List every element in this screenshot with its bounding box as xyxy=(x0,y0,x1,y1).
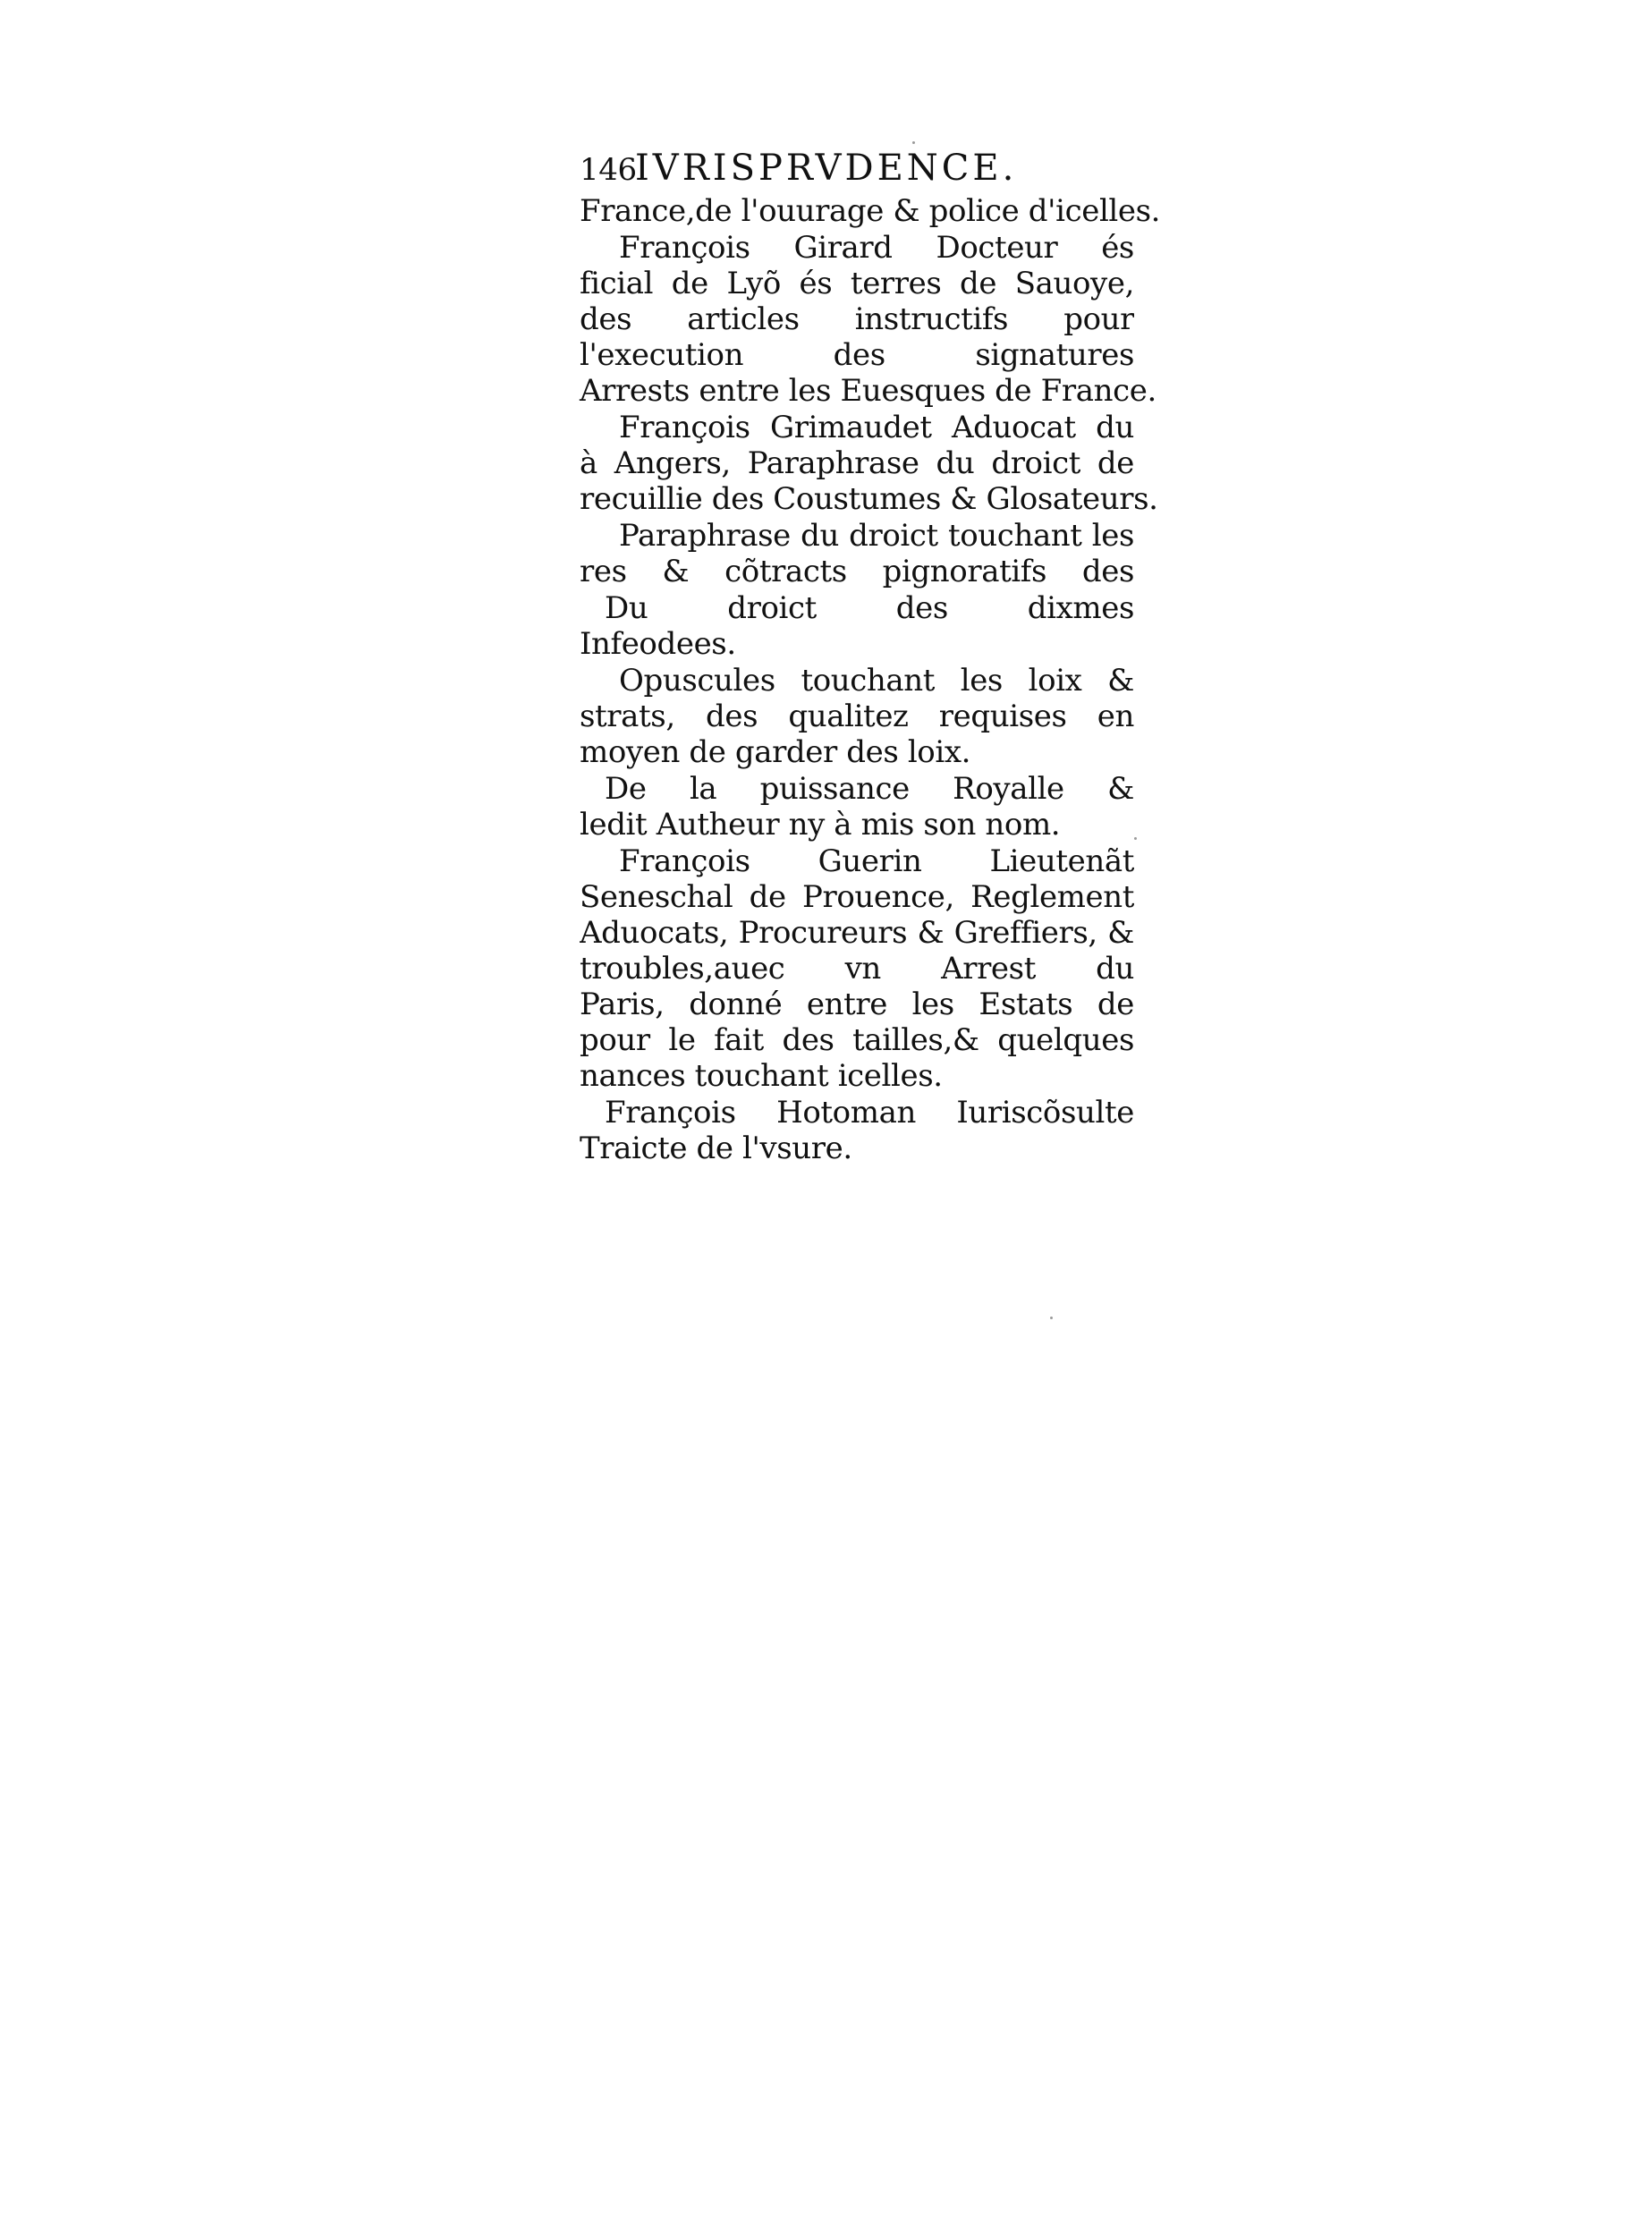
text-line: François Hotoman Iuriscõsulte xyxy=(605,1095,1134,1131)
entry-girard xyxy=(580,230,1156,409)
text-line: Du droict des dixmes xyxy=(605,590,1134,626)
text-line: De la puissance Royalle & xyxy=(605,771,1134,807)
running-title: IVRISPRVDENCE. xyxy=(635,148,1018,189)
entry-guerin xyxy=(580,843,1134,1094)
text-line: Paris, donné entre les Estats de xyxy=(580,987,1134,1022)
text-line: ficial de Lyõ és terres de Sauoye, xyxy=(580,266,1134,301)
text-line: strats, des qualitez requises en xyxy=(580,699,1134,734)
text-line: des articles instructifs pour xyxy=(580,301,1134,337)
text-line: Arrests entre les Euesques de France. xyxy=(580,373,1156,409)
text-line: res & cõtracts pignoratifs des xyxy=(580,554,1134,589)
ink-speck xyxy=(1134,837,1137,840)
ink-speck xyxy=(912,141,915,144)
ink-speck xyxy=(1050,1317,1053,1319)
text-line: Traicte de l'vsure. xyxy=(580,1131,852,1166)
text-line: François Girard Docteur és xyxy=(619,230,1134,266)
text-line: Paraphrase du droict touchant les xyxy=(619,518,1134,554)
entry-opuscules xyxy=(580,663,1134,770)
entry-paraphrase-vsures xyxy=(580,518,1134,589)
text-line: François Grimaudet Aduocat du xyxy=(619,410,1134,445)
text-line: troubles,auec vn Arrest du xyxy=(580,951,1134,987)
text-line: pour le fait des tailles,& quelques xyxy=(580,1022,1134,1058)
text-line: à Angers, Paraphrase du droict de xyxy=(580,445,1134,481)
text-line: recuillie des Coustumes & Glosateurs. xyxy=(580,481,1158,517)
text-line: l'execution des signatures xyxy=(580,337,1134,373)
text-line: moyen de garder des loix. xyxy=(580,734,971,770)
text-line: François Guerin Lieutenãt xyxy=(619,843,1134,879)
text-line: Aduocats, Procureurs & Greffiers, & xyxy=(580,915,1134,951)
text-line: nances touchant icelles. xyxy=(580,1058,943,1094)
page-number: 146 xyxy=(580,152,637,188)
text-line: Seneschal de Prouence, Reglement xyxy=(580,879,1134,915)
text-line: Infeodees. xyxy=(580,626,736,662)
entry-puissance-royalle xyxy=(580,771,1134,843)
text-line: France,de l'ouurage & police d'icelles. xyxy=(580,193,1161,229)
text-line: ledit Autheur ny à mis son nom. xyxy=(580,807,1061,843)
entry-hotoman xyxy=(580,1095,1134,1166)
entry-dixmes xyxy=(580,590,1134,662)
page-header xyxy=(580,150,1134,193)
text-column xyxy=(580,148,1161,1167)
entry-grimaudet xyxy=(580,410,1158,517)
text-line: Opuscules touchant les loix & xyxy=(619,663,1134,699)
entry-continuation xyxy=(580,193,1161,229)
